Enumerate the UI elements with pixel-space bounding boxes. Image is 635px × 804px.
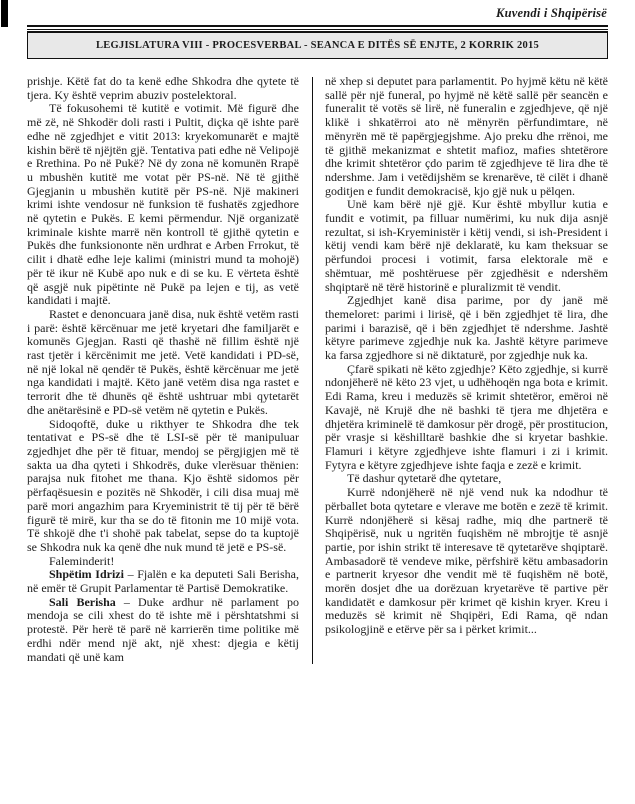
- session-banner-title: LEGJISLATURA VIII - PROCESVERBAL - SEANCA E DITËS SË ENJTE, 2 KORRIK 2015: [96, 40, 539, 51]
- paragraph: në xhep si deputet para parlamentit. Po hyjmë këtu në këtë sallë për një funeral, po hyjmë në këtë sallë për seancën e funeralit të votës së lirë, në funeralin e zgjedhjeve, që një klikë i shkatërroi ato në mënyrën përfundimtare, në mënyrën më të papërgjegjshme. Ajo preku dhe rrënoi, me të gjithë mekanizmat e shtetit mafioz, mafies shtetërore dhe krimit shtetëror çdo parim të zgjedhjeve të lira dhe të ndershme. Jam i vetëdijshëm se krenarëve, të cilët i dhanë goditjen e fundit demokracisë, kjo gjë nuk u pëlqen.: [325, 74, 608, 198]
- paragraph: Shpëtim Idrizi – Fjalën e ka deputeti Sali Berisha, në emër të Grupit Parlamentar të Partisë Demokratike.: [27, 567, 299, 596]
- paragraph: Zgjedhjet kanë disa parime, por dy janë më themeloret: parimi i lirisë, që i bën zgjedhjet të lira, dhe parimi i barazisë, që i bën zgjedhjet të ndershme. Jashtë këtyre parimeve zgjedhje nuk ka. Jashtë këtyre parimeve ka farsa zgjedhore si në diktaturë, por zgjedhje nuk ka.: [325, 293, 608, 363]
- left-column: [27, 75, 299, 664]
- paragraph: Sali Berisha – Duke ardhur në parlament po mendoja se cili xhest do të ishte më i përshtatshmi si protestë. Për herë të parë në karrierën time politike më erdhi ndër mend një akt, një xhest: djegia e këtij mandati që unë kam: [27, 594, 299, 664]
- double-rule: [27, 25, 608, 30]
- speaker-name: Sali Berisha: [49, 594, 116, 609]
- institution-title: Kuvendi i Shqipërisë: [496, 6, 607, 20]
- paragraph: prishje. Këtë fat do ta kenë edhe Shkodra dhe qytete të tjera. Ky është veprim abuziv postelektoral.: [27, 74, 299, 102]
- paragraph: Kurrë ndonjëherë në një vend nuk ka ndodhur të përballet bota qytetare e vlerave me botën e zezë të krimit. Kurrë ndonjëherë si kësaj radhe, miq dhe partnerë të Shqipërisë, nuk u ngritën fuqishëm në mbrojtje të asnjë partie, por ishin strikt të interesave të qytetarëve shqiptarë. Ambasadorë të vendeve mike, përfshirë këtu ambasadorin e partnerit kryesor dhe vendit më të fuqishëm në botë, morën dosjet dhe ua dorëzuan kryetarëve të partive për kandidatët e damkosur për krimet që kishin kryer. Kreu i meduzës së krimit në Shqipëri, Edi Rama, që ndan psikologjinë e etërve për sa i përket krimit...: [325, 485, 608, 637]
- column-divider: [312, 77, 313, 664]
- paragraph: Faleminderit!: [49, 553, 115, 568]
- paragraph: Unë kam bërë një gjë. Kur është mbyllur kutia e fundit e votimit, pa filluar numërimi, ku nuk dija asnjë rezultat, si ish-Kryeministër i këtij vendi, si ish-President i këtij vendi kam bërë një deklaratë, ku kam theksuar se përfundoi procesi i votimit, farsa elektorale më e shëmtuar, më poshtëruese për zgjedhësit e ndershëm shqiptarë në tërë historinë e pluralizmit të vendit.: [325, 197, 608, 294]
- paragraph: Sidoqoftë, duke u rikthyer te Shkodra dhe tek tentativat e PS-së dhe të LSI-së për të manipuluar zgjedhjet dhe për të fituar, mendoj se përgjigjen më të sakta ua dha qyteti i Shkodrës, duke vlerësuar thënien: parajsa nuk fitohet me thana. Kjo është sidomos për përfaqësuesin e pozitës në Shkodër, i cili disa muaj më parë mori angazhim para Kryeministrit të tij për të bërë figurë të mirë, kur tha se do të fitonin me 10 mijë vota. Të shkojë dhe t'i shohë pak tabelat, sepse do ta kuptojë se Shkodra nuk ka qenë dhe nuk mund të jetë e PS-së.: [27, 416, 299, 554]
- paragraph: Të dashur qytetarë dhe qytetare,: [347, 471, 502, 486]
- paragraph: Të fokusohemi të kutitë e votimit. Më figurë dhe më zë, në Shkodër doli rasti i Pultit, diçka që ishte parë edhe në zgjedhjet e vitit 2013: kryekomunarët e majtë kishin bërë të njëjtën gjë. Tentativa pati edhe në Velipojë e Rrethina. Po në Pukë? Në dy zona në komunën Rrapë u mbushën kutitë me votat për PS-në. Në të gjithë Gjegjanin u mbushën kutitë për PS-në. Një makineri krimi ishte vendosur në funksion të fushatës zgjedhore në qytetin e Pukës. E kemi përmendur. Një organizatë kriminale kishte marrë nën kontroll të gjithë qytetin e Pukës dhe funksiononte nën urdhrat e Arben Frrokut, të cilit i dhatë edhe leje kalimi (ministri mund ta mohojë) për të ikur në Kubë apo nuk e di se ku. E vërteta është që asgjë nuk pipëtinte në Pukë pa lejen e tij, as vetë kandidati i majtë.: [27, 101, 299, 308]
- transcript-body: [27, 75, 608, 664]
- paragraph: Rastet e denoncuara janë disa, nuk është vetëm rasti i parë: është kërcënuar me jetë kryetari dhe familjarët e komunës Gjegjan. Rasti që thashë në fillim është një rast tjetër i kërcënimit me jetë. Vetë kandidati i PD-së, në një lokal në qendër të Pukës, është kërcënuar me jetë nga kandidati i majtë. Këto janë vetëm disa nga rastet e terrorit dhe të dhunës që është ushtruar mbi qytetarët dhe anëtarësinë e PD-së vetëm në qytetin e Pukës.: [27, 306, 299, 417]
- page-header: [0, 0, 635, 21]
- session-banner: [27, 31, 608, 59]
- paragraph: Çfarë spikati në këto zgjedhje? Këto zgjedhje, si kurrë ndonjëherë në këto 23 vjet, u udhëhoqën nga bota e krimit. Edi Rama, kreu i meduzës së krimit shtetëror, emëroi në Kavajë, në Krujë dhe në bashki të tjera me dhjetëra e dhjetëra kriminelë të damkosur për drogë, për prostitucion, për vrasje si këshilltarë bashkie dhe si kryetar bashkie. Flamuri i këtyre zgjedhjeve ishte flamuri i zi i krimit. Fytyra e këtyre zgjedhjeve ishte faqja e zezë e krimit.: [325, 361, 608, 472]
- scan-artifact-mark: [1, 0, 8, 27]
- speaker-name: Shpëtim Idrizi: [49, 567, 124, 582]
- right-column: [325, 75, 608, 664]
